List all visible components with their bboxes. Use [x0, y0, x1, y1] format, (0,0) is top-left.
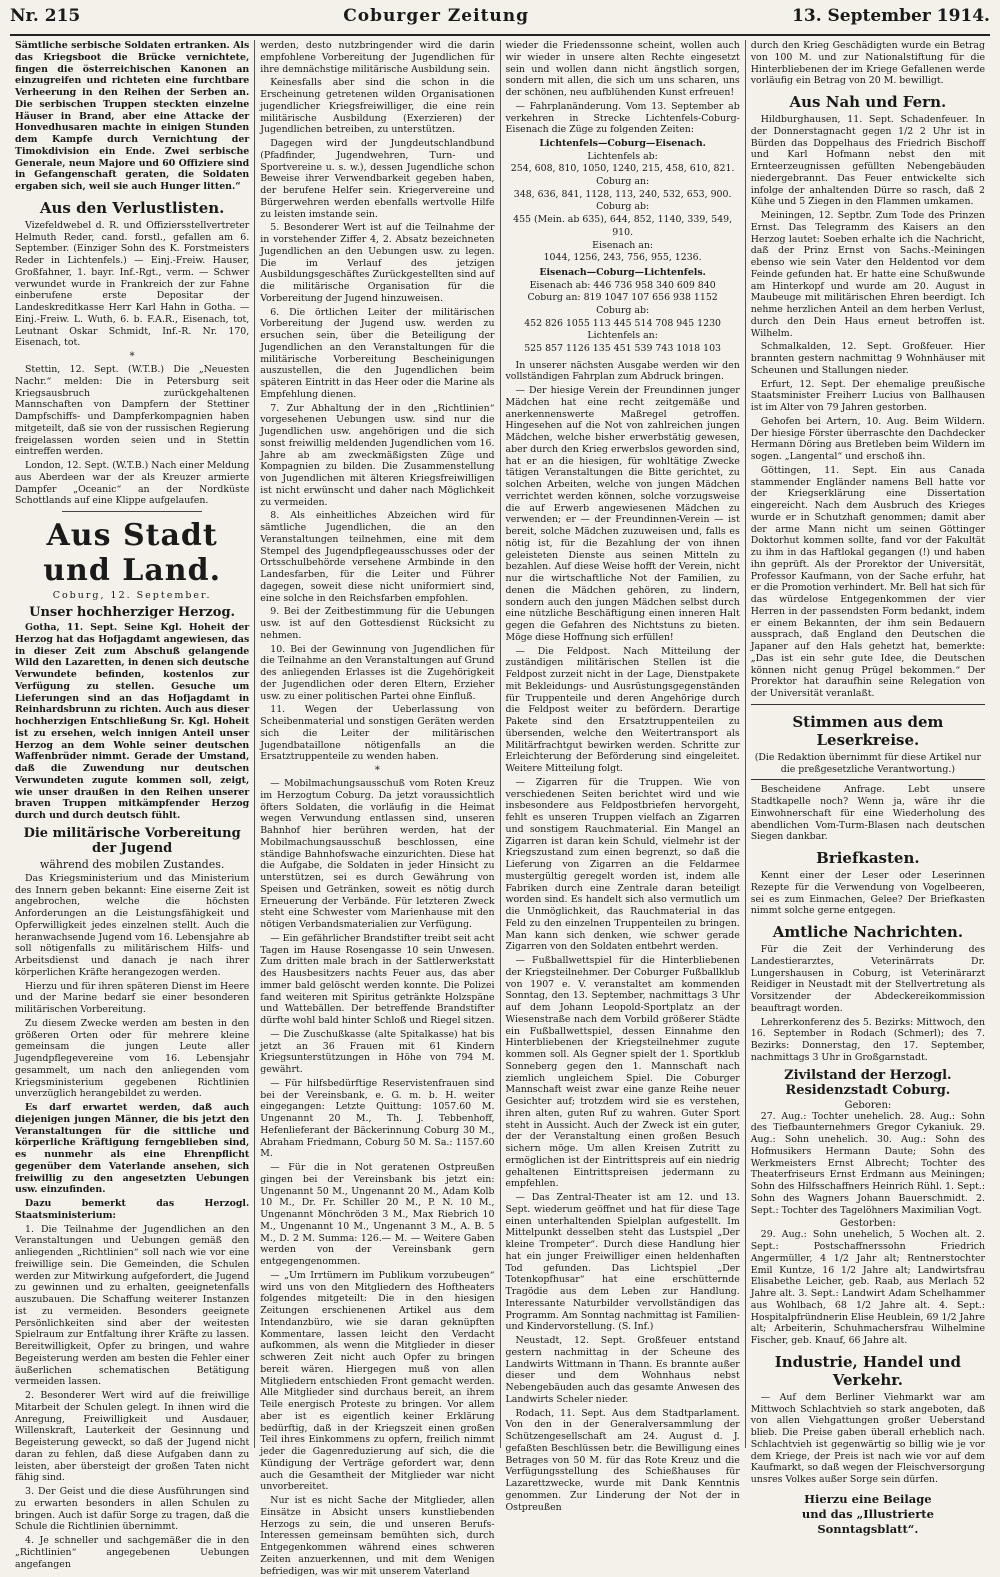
article-text: 7. Zur Abhaltung der in den „Richtlinien“ vorgesehenen Uebungen usw. sind nur die Jugendlichen usw. angehörigen und die sich sonst freiwillig meldenden Jugendlichen vom 16. Jahre ab am zweckmäßigsten Züge und Kompagnien zu bilden. Die Zusammenstellung von Jugendlichen mit älteren Kriegsfreiwilligen ist nicht erwünscht und daher nach Möglichkeit zu vermeiden. [260, 402, 495, 508]
article-text: Sämtliche serbische Soldaten ertranken. Als das Kriegsboot die Brücke vernichtete, fingen die österreichischen Kanonen an einzugreifen und richteten eine furchtbare Verheerung in den Reihen der Serben an. Die serbischen Truppen steckten einzelne Häuser in Brand, aber eine Attacke der Honvedhusaren machte in einigen Stunden dem Kampfe durch Vernichtung der Timokdivision ein Ende. Zwei serbische Generale, neun Majore und 60 Offiziere sind in Gefangenschaft geraten, die Soldaten ergaben sich, weil sie auch Hunger litten.“ [15, 40, 250, 192]
article-text: — Das Zentral-Theater ist am 12. und 13. Sept. wiederum geöffnet und hat für diese Tage einen unterhaltenden Spielplan aufgestellt. Im Mittelpunkt desselben steht das Lustspiel „Der kleine Trompeter“. Durch diese Handlung hier hat ein junger Freiwilliger einen heldenhaften Tod gefunden. Das Lichtspiel „Der Totenkopfhusar“ hat eine erschütternde Tragödie aus dem Leben zur Handlung. Interessante Naturbilder vervollständigen das Programm. Am Sonntag nachmittag ist Familien- und Kindervorstellung. (S. Inf.) [505, 1192, 740, 1333]
article-text: Rodach, 11. Sept. Aus dem Stadtparlament. Von den in der Generalversammlung der Schützengesellschaft am 24. August d. J. gefaßten Beschlüssen betr. die Bewilligung eines Betrages von 50 M. für das Rote Kreuz und die Verfügungsstellung des Schießhauses für Lazarettzwecke, wurde mit Dank Kenntnis genommen. Zur Linderung der Not der in Ostpreußen [505, 1407, 740, 1513]
article-heading-herzog: Unser hochherziger Herzog. [29, 605, 236, 620]
section-heading-amtliche: Amtliche Nachrichten. [772, 923, 964, 941]
timetable-line: 525 857 1126 135 451 539 743 1018 103 [524, 343, 722, 354]
timetable-line: 455 (Mein. ab 635), 644, 852, 1140, 339, 549, 910. [513, 214, 733, 238]
article-text: 11. Wegen der Ueberlassung von Scheibenmaterial und sonstigen Geräten werden sich die Leiter der militärischen Jugendbataillone nötigenfalls an die Ersatztruppenteile zu wenden haben. [260, 704, 495, 763]
article-text: Neustadt, 12. Sept. Großfeuer entstand gestern nachmittag in der Scheune des Landwirts Wittmann in Thann. Es brannte außer dieser und dem Wohnhaus nebst Nebengebäuden auch das gesamte Anwesen des Landwirts Scheler nieder. [505, 1335, 740, 1405]
supplement-line: Hierzu eine Beilage [804, 1491, 932, 1506]
article-text: Es darf erwartet werden, daß auch diejenigen jungen Männer, die bis jetzt den Veranstaltungen für die sittliche und körperliche Kräftigung ferngeblieben sind, es nunmehr als eine Ehrenpflicht gegenüber dem Vaterlande ansehen, sich freiwillig zu den angesetzten Uebungen usw. einzufinden. [15, 1102, 250, 1196]
article-heading-vorbereitung: Die militärische Vorbereitung der Jugend [23, 825, 241, 856]
section-heading-industrie: Industrie, Handel und Verkehr. [774, 1352, 962, 1389]
article-text: Zu diesem Zwecke werden am besten in den größeren Orten oder für mehrere kleine gemeinsam die jungen Leute aller Jugendpflegevereine vom 16. Lebensjahr gesammelt, um nach den anliegenden vom Kriegsministerium gegebenen Richtlinien unverzüglich herangebildet zu werden. [15, 1017, 250, 1100]
article-text: Das Kriegsministerium und das Ministerium des Innern geben bekannt: Eine eiserne Zeit ist angebrochen, welche die höchsten Anforderungen an die Leistungsfähigkeit und Opferwilligkeit jedes einzelnen stellt. Auch die heranwachsende Jugend vom 16. Lebensjahre ab soll nötigenfalls zu militärischem Hilfs- und Arbeitsdienst und danach je nach ihrer körperlichen Kräfte herangezogen werden. [15, 872, 250, 978]
article-text: Schmalkalden, 12. Sept. Großfeuer. Hier brannten gestern nachmittag 9 Wohnhäuser mit Scheunen und Stallungen nieder. [750, 341, 985, 376]
article-text: — Ein gefährlicher Brandstifter treibt seit acht Tagen im Hause Rosengasse 10 sein Unwesen. Zum dritten male brach in der Sattlerwerkstatt des Hausbesitzers nachts Feuer aus, das aber immer bald gelöscht werden konnte. Die Polizei fand weiteren mit Spiritus getränkte Holzspäne und Wattebällen. Der betreffende Brandstifter dürfte wohl bald hinter Schloß und Riegel sitzen. [260, 932, 495, 1026]
article-text: Gehofen bei Artern, 10. Aug. Beim Wildern. Der hiesige Förster überraschte den Dachdecker Hermann Döring aus Bretleben beim Wildern im sogen. „Langental“ und erschoß ihn. [750, 415, 985, 462]
columns [10, 40, 990, 1577]
timetable-line: Eisenach ab: 446 736 958 340 609 840 [529, 279, 716, 291]
article-text: 3. Der Geist und die diese Ausführungen sind zu erwarten besonders in allen Schulen zu bringen. Auch ist dafür Sorge zu tragen, daß die Schule die Richtlinien übernimmt. [15, 1486, 250, 1533]
article-text: — Der hiesige Verein der Freundinnen junger Mädchen hat eine recht zeitgemäße und anerkennenswerte Maßregel getroffen. Hingesehen auf die Not von zahlreichen jungen Mädchen, welche bisher erwerbstätig gewesen, aber durch den Krieg erwerbslos geworden sind, hat er an die hiesigen, für wohltätige Zwecke tätigen Veranstaltungen die Bitte gerichtet, zu solchen Arbeiten, welche von jungen Mädchen verrichtet werden können, solche vorzugsweise die auf Erwerb angewiesenen Mädchen zu verwenden; er — der Freundinnen-Verein — ist bereit, solche Mädchen zuzuweisen und, falls es nötig ist, für die Bezahlung der von ihnen geleisteten Dienste aus seinen Mitteln zu bezahlen. Auf diese Weise hofft der Verein, nicht nur die wirtschaftliche Not der Familien, zu denen die Mädchen gehören, zu lindern, sondern auch den jungen Mädchen selbst durch eine nützliche Beschäftigung einen inneren Halt gegen die Gefahren des Nichtstuns zu bieten. Möge diese Hoffnung sich erfüllen! [505, 385, 740, 643]
article-text: Erfurt, 12. Sept. Der ehemalige preußische Staatsminister Freiherr Lucius von Ballhausen ist im Alter von 79 Jahren gestorben. [750, 378, 985, 413]
article-text: — Fahrplanänderung. Vom 13. September ab verkehren in Strecke Lichtenfels-Coburg-Eisenach die Züge zu folgenden Zeiten: [505, 100, 740, 136]
divider [62, 511, 203, 512]
section-heading-leserkreise: Stimmen aus dem Leserkreise. [792, 712, 944, 749]
timetable-line: Lichtenfels ab: [587, 150, 658, 162]
timetable-line: Coburg an: 819 1047 107 656 938 1152 [527, 292, 718, 304]
article-text: In unserer nächsten Ausgabe werden wir den vollständigen Fahrplan zum Abdruck bringen. [505, 359, 740, 383]
article-text: — Die Feldpost. Nach Mitteilung der zuständigen militärischen Stellen ist die Feldpost zurzeit nicht in der Lage, Dienstpakete mit Bekleidungs- und Ausrüstungsgegenständen für Truppenteile und deren Angehörige durch die Feldpost weiter zu befördern. Derartige Pakete sind den Ersatztruppenteilen zu übersenden, welche den Weitertransport als Militärfrachtgut bewirken werden. Schritte zur Erleichterung der Beförderung sind eingeleitet. Weitere Mitteilung folgt. [505, 645, 740, 775]
article-text: Hierzu und für ihren späteren Dienst im Heere und der Marine bedarf sie einer besonderen militärischen Vorbereitung. [15, 980, 250, 1015]
article-text: Hildburghausen, 11. Sept. Schadenfeuer. In der Donnerstagnacht gegen 1/2 2 Uhr ist in Bürden das Doppelhaus des Friedrich Bischoff und Karl Hofmann nebst den mit Ernteerzeugnissen gefüllten Nebengebäuden niedergebrannt. Das Feuer entwickelte sich infolge der anhaltenden Dürre so rasch, daß 2 Kühe und 5 Ziegen in den Flammen umkamen. [750, 114, 985, 208]
column-1 [10, 40, 255, 1570]
article-text: 27. Aug.: Tochter unehelich. 28. Aug.: Sohn des Tiefbaunternehmers Gregor Cykaniuk. 29. Aug.: Sohn unehelich. 30. Aug.: Sohn des Hofmusikers Hermann Daute; Sohn des Werkmeisters Ernst Albrecht; Tochter des Theaterfriseurs Ernst Erdmann aus Meiningen; Sohn des Hilfsschaffners Heinrich Rühl. 1. Sept.: Sohn des Wagners Johann Bauerschmidt. 2. Sept.: Tochter des Tagelöhners Maximilian Vogt. [750, 1110, 985, 1216]
article-text: 4. Je schneller und sachgemäßer die in den „Richtlinien“ angegebenen Uebungen angefangen [15, 1535, 250, 1570]
article-text: 5. Besonderer Wert ist auf die Teilnahme der in vorstehender Ziffer 4, 2. Absatz bezeichneten Jugendlichen an den Uebungen usw. zu legen. Die im Verlauf des jetzigen Ausbildungsgeschäftes Zurückgestellten sind auf die militärische Organisation für die Vorbereitung der Jugend hinzuweisen. [260, 222, 495, 304]
editorial-note: (Die Redaktion übernimmt für diese Artikel nur die preßgesetzliche Verantwortung.) [754, 751, 982, 775]
timetable-lichtenfels-eisenach [506, 138, 740, 356]
article-text: Gotha, 11. Sept. Seine Kgl. Hoheit der Herzog hat das Hofjagdamt angewiesen, das in dieser Zeit zum Abschuß gelangende Wild den Lazaretten, in denen sich deutsche Verwundete befinden, kostenlos zur Verfügung zu stellen. Gesuche um Lieferungen sind an das Hofjagdamt in Reinhardsbrunn zu richten. Auch aus dieser hochherzigen Entschließung Sr. Kgl. Hoheit ist zu ersehen, welch innigen Anteil unser Herzog an dem Wohle seiner deutschen Waffenbrüder nimmt. Gerade der Umstand, daß die Zuwendung nur deutschen Verwundeten zugute kommen soll, zeigt, wie unser draußen in den Reihen unserer braven Truppen mitkämpfender Herzog durch und durch deutsch fühlt. [15, 622, 250, 821]
article-text: Vizefeldwebel d. R. und Offiziersstellvertreter Helmuth Reder, cand. forstl., gefallen am 6. September. (Einziger Sohn des K. Forstmeisters Reder in Lichtenfels.) — Einj.-Freiw. Hauser, Großfahner, 1. bayr. Inf.-Rgt., verm. — Schwer verwundet wurde in Frankreich der zur Fahne einberufene erste Depositar der Landeskreditkasse Herr Karl Hahn in Gotha. — Einj.-Freiw. L. Wuth, 6. b. F.A.R., Eisenach, tot, Leutnant Oskar Schmidt, Inf.-R. Nr. 170, Eisenach, tot. [15, 219, 250, 349]
article-text: 1. Die Teilnahme der Jugendlichen an den Veranstaltungen und Uebungen gemäß den anliegenden „Richtlinien“ soll nach wie vor eine freiwillige sein. Die Gemeinden, die Schulen werden zur Mitwirkung aufgefordert, die Jugend zu gewinnen und zu erhalten, geeignetenfalls auszubauen. Die Schaffung weiterer Instanzen ist zu vermeiden. Besonders geeignete Persönlichkeiten sind aber der weitesten Spielraum zur Entfaltung ihrer Kräfte zu lassen. Bereitwilligkeit, Opfer zu bringen, und wahre Begeisterung werden am besten die Fehler einer äußerlichen schematischen Betätigung vermeiden lassen. [15, 1223, 250, 1388]
issue-date: 13. September 1914. [792, 6, 990, 26]
section-heading-zivilstand: Zivilstand der Herzogl. Residenzstadt Coburg. [784, 1067, 952, 1098]
article-text: Für die Zeit der Verhinderung des Landestierarztes, Veterinärrats Dr. Lungershausen in Coburg, ist Veterinärarzt Reidiger in Neustadt mit der Stellvertretung als Vorsitzender der Abdeckereikommission beauftragt worden. [750, 944, 985, 1014]
article-text: — Mobilmachungsausschuß vom Roten Kreuz im Herzogtum Coburg. Da jetzt voraussichtlich öfters Soldaten, die vorläufig in die Heimat wegen Verwundung entlassen sind, unseren Bahnhof hier berühren werden, hat der Mobilmachungsausschuß beschlossen, eine ständige Bahnhofswache einzurichten. Diese hat die Aufgabe, die Soldaten in jeder Hinsicht zu unterstützen, sei es durch Gewährung von Speisen und Getränken, soweit es nötig durch Erneuerung der Verbände. Für letzteren Zweck steht eine Schwester vom Marienhause mit den nötigen Verbandsmaterialien zur Verfügung. [260, 778, 495, 930]
section-heading-stadt-land: Aus Stadt und Land. [43, 518, 222, 588]
section-heading-verlustlisten: Aus den Verlustlisten. [39, 198, 225, 217]
subheading-gestorben: Gestorben: [839, 1218, 896, 1230]
section-heading-nah-fern: Aus Nah und Fern. [789, 93, 947, 111]
timetable-label: Lichtenfels—Coburg—Eisenach. [539, 138, 706, 149]
timetable-line: Coburg an: [596, 176, 650, 188]
subheading-geboren: Geboren: [844, 1099, 892, 1111]
article-text: Keinesfalls aber sind die schon in die Erscheinung getretenen wilden Organisationen jugendlicher Kriegsfreiwilliger, die eine rein militärische Ausbildung (Exerzieren) der Jugendlichen betreiben, zu unterstützen. [260, 77, 495, 136]
article-text: — Für hilfsbedürftige Reservistenfrauen sind bei der Vereinsbank, e. G. m. b. H. weiter eingegangen: Letzte Quittung: 1057.60 M. Ungenannt 20 M., Th. J. Tebbenhoff, Hefenlieferant der Bäckerinnung Coburg 30 M., Abraham Friedmann, Coburg 50 M. Sa.: 1157.60 M. [260, 1077, 495, 1160]
article-text: — Fußballwettspiel für die Hinterbliebenen der Kriegsteilnehmer. Der Coburger Fußballklub von 1907 e. V. veranstaltet am kommenden Sonntag, den 13. September, nachmittags 3 Uhr auf dem Johann Leopold-Sportplatz an der Wiesenstraße nach dem Vorbild größerer Städte ein Fußballwettspiel, dessen Einnahme den Hinterbliebenen der Kriegsteilnehmer zugute kommen soll. Als Gegner spielt der 1. Sportklub Sonneberg gegen den 1. Mannschaft nach ziemlich ungleichem Spiel. Die Coburger Mannschaft weist zwar eine ganze Reihe neuer Gesichter auf; trotzdem wird sie es verstehen, ihren alten, guten Ruf zu wahren. Guter Sport steht in Aussicht. Auch der Zweck ist ein guter, der der Veranstaltung einen großen Besuch sichern möge. Um allen Kreisen Zutritt zu ermöglichen ist der Eintrittspreis auf ein niedrig gehaltenen Eintrittspreisen jedermann zu empfehlen. [505, 955, 740, 1190]
timetable-line: 254, 608, 810, 1050, 1240, 215, 458, 610, 821. [510, 163, 735, 175]
article-text: 2. Besonderer Wert wird auf die freiwillige Mitarbeit der Schulen gelegt. In ihnen wird die Anregung, Freiwilligkeit und Ausdauer, Willenskraft, Lauterkeit der Gesinnung und Begeisterung geweckt, so daß der Jugend nicht daran zu fehlen, daß diese Aufgaben dann zu leisten, aber übersteigt der großen Taten nicht fähig sind. [15, 1390, 250, 1484]
article-text: — Für die in Not geratenen Ostpreußen gingen bei der Vereinsbank bis jetzt ein: Ungenannt 50 M., Ungenannt 20 M., Adam Kolb 10 M., Dr. Fr. Schiller 20 M., P. N. 10 M., Ungenannt Mönchröden 3 M., Max Riebrich 10 M., Ungenannt 10 M., Ungenannt 3 M., A. B. 5 M., D. 2 M. Summa: 126.— M. — Weitere Gaben werden von der Vereinsbank gern entgegengenommen. [260, 1162, 495, 1267]
article-text: London, 12. Sept. (W.T.B.) Nach einer Meldung aus Aberdeen war der als Kreuzer armierte Dampfer „Oceanic“ an der Nordküste Schottlands auf eine Klippe aufgelaufen. [15, 460, 250, 507]
article-text: — Zigarren für die Truppen. Wie von verschiedenen Seiten berichtet wird und wie insbesondere aus Feldpostbriefen hervorgeht, fehlt es unseren Truppen vielfach an Zigarren und sonstigem Rauchmaterial. Ein Mangel an Zigarren ist daran kein Schuld, vielmehr ist der Kriegszustand zum einen begrenzt, so daß die Lieferung von Zigarren an die Feldarmee mustergültig geregelt worden ist, indem alle Fabriken durch eine Zentrale daran beteiligt worden sind. Es handelt sich also vermutlich um die Unmöglichkeit, das Rauchmaterial in das Feld zu den einzelnen Truppenteilen zu bringen. Man kann sich denken, wie schwer gerade Zigarren von den Soldaten entbehrt werden. [505, 776, 740, 953]
column-2 [255, 40, 500, 1577]
issue-number: Nr. 215 [10, 6, 81, 26]
article-text: durch den Krieg Geschädigten wurde ein Betrag von 100 M. und zur Nationalstiftung für die Hinterbliebenen der im Kriege Gefallenen werde vorläufig ein Betrag von 20 M. bewilligt. [750, 40, 985, 87]
timetable-label: Eisenach—Coburg—Lichtenfels. [539, 266, 706, 278]
article-text: Lehrerkonferenz des 5. Bezirks: Mittwoch, den 16. September in Rodach (Schmerl); des 7. Bezirks: Donnerstag, den 17. September, nachmittags 3 Uhr in Großgarnstadt. [750, 1016, 985, 1063]
article-text: 10. Bei der Gewinnung von Jugendlichen für die Teilnahme an den Veranstaltungen auf Grund des anliegenden Erlasses ist die Zugehörigkeit der Jugendlichen oder deren Eltern, Erzieher usw. zu einer politischen Partei ohne Einfluß. [260, 643, 495, 702]
article-text: Stettin, 12. Sept. (W.T.B.) Die „Neuesten Nachr.“ melden: Die in Petersburg seit Kriegsausbruch zurückgehaltenen Mannschaften von Dampfern der Stettiner Dampfschiffs- und Dampferkompagnien haben mitgeteilt, daß sie von der russischen Regierung freigelassen worden seien und in Stettin eintreffen werden. [15, 364, 250, 458]
article-text: Dazu bemerkt das Herzogl. Staatsministerium: [15, 1198, 250, 1221]
timetable-line: Coburg ab: [596, 304, 650, 316]
timetable-line: 1044, 1256, 243, 756, 955, 1236. [543, 252, 702, 264]
article-text: — Auf dem Berliner Viehmarkt war am Mittwoch Schlachtvieh so stark angeboten, daß von allen Viehgattungen großer Ueberstand blieb. Die Preise gaben überall erheblich nach. Schlachtvieh ist gegenwärtig so billig wie je vor dem Kriege, der Preis ist nach wie vor auf dem Kaufmarkt, so daß wegen der Fleischversorgung unsres Volkes außer Sorge sein dürfen. [750, 1391, 985, 1485]
article-text: Kennt einer der Leser oder Leserinnen Rezepte für die Verwendung von Vogelbeeren, sei es zum Einmachen, Gelee? Der Briefkasten nimmt solche gerne entgegen. [750, 870, 985, 917]
column-3 [501, 40, 746, 1513]
article-subheading: während des mobilen Zustandes. [39, 857, 225, 871]
article-text: Göttingen, 11. Sept. Ein aus Canada stammender Engländer namens Bell hatte vor der Kriegserklärung eine Dissertation eingereicht. Nach dem Ausbruch des Krieges wurde er in Schutzhaft genommen; damit aber der arme Mann nicht um seinen Göttinger Doktorhut kommen sollte, fand vor der Fakultät zu ihm in das Haftlokal gegangen (!) und haben ihn geprüft. Als der Prorektor der Universität, Professor Kaufmann, von der Sache erfuhr, hat er die Promotion verhindert. Mr. Bell hat sich für das würdelose Entgegenkommen der vier Herren in der passendsten Form bedankt, indem er einem Bekannten, der ihm sein Bedauern aussprach, daß England den Deutschen die Japaner auf den Hals gehetzt hat, bemerkte: „Das ist ein sehr gute Idee, die Deutschen können nicht genug Prügel bekommen.“ Der Prorektor hat daraufhin seine Relegation von der Universität veranlaßt. [750, 464, 985, 699]
section-heading-briefkasten: Briefkasten. [816, 849, 920, 867]
masthead [10, 6, 990, 36]
article-text: 9. Bei der Zeitbestimmung für die Uebungen usw. ist auf den Gottesdienst Rücksicht zu nehmen. [260, 606, 495, 641]
article-text: 29. Aug.: Sohn unehelich, 5 Wochen alt. 2. Sept.: Postschaffnerssohn Friedrich Angermüller, 4 1/2 Jahr alt; Rentnerstochter Emil Kuntze, 16 1/2 Jahre alt; Landwirtsfrau Elisabethe Leicher, geb. Raab, aus Merlach 52 Jahre alt. 3. Sept.: Landwirt Adam Schelhammer aus Wohlbach, 68 1/2 Jahre alt. 4. Sept.: Hospitalpfründnerin Elise Heublein, 69 1/2 Jahre alt; Arbeiterin, Schuhmachersfrau Wilhelmine Fischer, geb. Knauf, 66 Jahre alt. [750, 1229, 985, 1346]
dateline: Coburg, 12. September. [52, 590, 212, 601]
article-text: Nur ist es nicht Sache der Mitglieder, allen Einsätze in Absicht unsers kunstliebenden Herzogs zu sein, die und unseren Berufs-Interessen gemeinsam bemühten sich, durch Entgegenkommen während eines schweren Zeiten anzuerkennen, und mit dem Wenigen befriedigen, was wir mit unserem Vaterland [260, 1495, 495, 1577]
column-4 [746, 40, 990, 1536]
supplement-line: und das „Illustrierte Sonntagsblatt“. [801, 1506, 934, 1536]
paper-title: Coburger Zeitung [343, 6, 530, 26]
article-text: Bescheidene Anfrage. Lebt unsere Stadtkapelle noch? Wenn ja, wäre ihr die Einwohnerschaft für eine Wiederholung des abendlichen Vom-Turm-Blasen nach deutschen Siegen dankbar. [750, 784, 985, 843]
timetable-line: Coburg ab: [596, 201, 650, 213]
separator-star: * [129, 351, 135, 362]
article-text: — „Um Irrtümern im Publikum vorzubeugen“ wird uns von den Mitgliedern des Hoftheaters folgendes mitgeteilt: Die in den hiesigen Zeitungen erschienenen Artikel aus dem Intendanzbüro, wie sie daran geknüpften Kommentare, lassen leicht den Verdacht aufkommen, als wenn die Mitglieder in dieser schweren Zeit nicht auch Opfer zu bringen bereit wären. Hiergegen muß von allen Mitgliedern entschieden Front gemacht werden. Alle Mitglieder sind durchaus bereit, an ihrem Teile energisch Proteste zu bringen. Vor allem aber ist es eigentlich keiner Erklärung bedürftig, daß in der Kriegszeit einen großen Teil ihres Einkommens zu opfern, freilich nimmt jeder die Gagenreduzierung auf sich, die die Kündigung der Verträge gefordert war, denn auch die Gesamtheit der Mitglieder war nicht unvorbereitet. [260, 1269, 495, 1493]
timetable-line: Eisenach an: [592, 239, 654, 251]
separator-star: * [374, 765, 380, 776]
article-text: Dagegen wird der Jungdeutschlandbund (Pfadfinder, Jugendwehren, Turn- und Sportvereine u. s. w.), dessen Jugendliche schon Beweise ihrer Verwendbarkeit gegeben haben, der berufene Helfer sein. Kriegervereine und Bürgerwehren werden ebenfalls wertvolle Hilfe zu leisten imstande sein. [260, 138, 495, 220]
timetable-line: Lichtenfels an: [587, 330, 658, 342]
section-leserkreise [751, 704, 985, 781]
supplement-notice [751, 1492, 985, 1537]
article-text: Meiningen, 12. Septbr. Zum Tode des Prinzen Ernst. Das Telegramm des Kaisers an den Herzog lautet: Soeben erhalte ich die Nachricht, daß der Prinz Ernst von Sachs.-Meiningen ebenso wie sein Vater den Heldentod vor dem Feinde gefunden hat. Er hatte eine Schußwunde am Hinterkopf und wurde am 20. August in Maubeuge mit militärischen Ehren beerdigt. Ich nehme herzlichen Anteil an dem herben Verlust, durch den Dein Haus erneut betroffen ist. Wilhelm. [750, 210, 985, 339]
article-text: 8. Als einheitliches Abzeichen wird für sämtliche Jugendlichen, die an den Veranstaltungen teilnehmen, eine mit dem Stempel des Jugendpflegeausschusses oder der Ortsschulbehörde versehene Armbinde in den Landesfarben, für die Leiter und Führer dagegen, soweit diese nicht uniformiert sind, eine solche in den Reichsfarben empfohlen. [260, 510, 495, 604]
article-text: werden, desto nutzbringender wird die darin empfohlene Vorbereitung der Jugendlichen für ihre demnächstige militärische Ausbildung sein. [260, 40, 495, 75]
timetable-line: 348, 636, 841, 1128, 113, 240, 532, 653, 900. [513, 188, 732, 200]
article-text: — Die Zuschußkasse (alte Spitalkasse) hat bis jetzt an 36 Frauen mit 61 Kindern Kriegsunterstützungen in Höhe von 794 M. gewährt. [260, 1028, 495, 1075]
article-text: wieder die Friedenssonne scheint, wollen auch wir wieder in unsere alten Rechte eingesetzt sein und wollen dann nicht ängstlich sorgen, sondern mit allen, die sich um uns scharen, uns der schönen, neu aufblühenden Kunst erfreuen! [505, 40, 740, 98]
timetable-line: 452 826 1055 113 445 514 708 945 1230 [524, 317, 722, 329]
article-text: 6. Die örtlichen Leiter der militärischen Vorbereitung der Jugend usw. werden zu ersuchen sein, über die Beteiligung der Jugendlichen an den Veranstaltungen für die militärische Vorbereitung Bescheinigungen auszustellen, die den Jugendlichen beim späteren Eintritt in das Heer oder die Marine als Empfehlung dienen. [260, 306, 495, 400]
